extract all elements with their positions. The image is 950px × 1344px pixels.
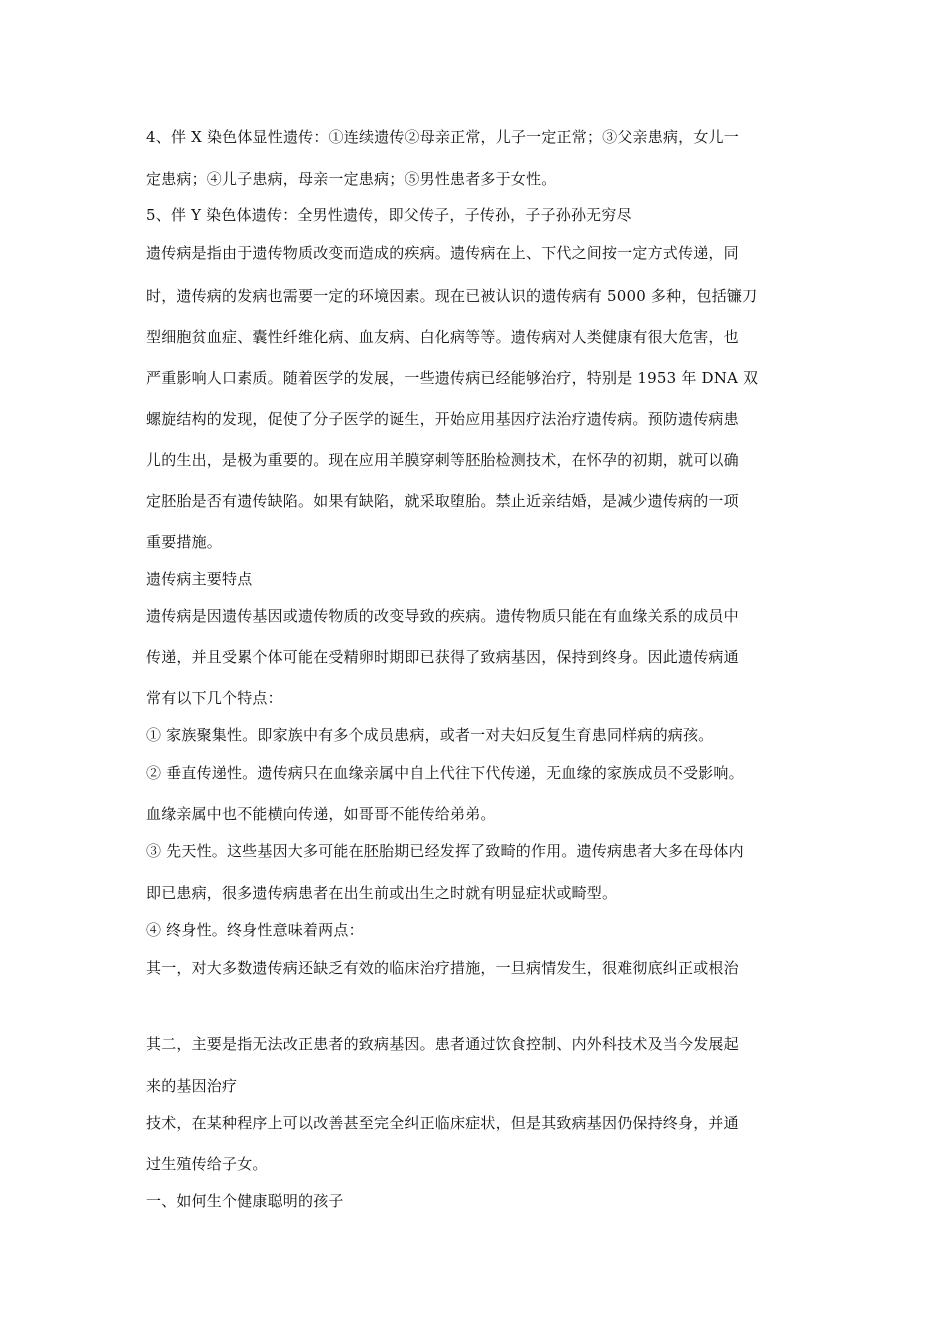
text-line: 常有以下几个特点：: [146, 689, 283, 707]
section-heading: 一、如何生个健康聪明的孩子: [146, 1192, 344, 1210]
text-line: ④ 终身性。终身性意味着两点：: [146, 921, 364, 939]
text-line: 儿的生出，是极为重要的。现在应用羊膜穿刺等胚胎检测技术，在怀孕的初期，就可以确: [146, 451, 739, 469]
text-line: 严重影响人口素质。随着医学的发展，一些遗传病已经能够治疗，特别是 1953 年 DNA 双: [146, 369, 759, 387]
text-line: ③ 先天性。这些基因大多可能在胚胎期已经发挥了致畸的作用。遗传病患者大多在母体内: [146, 842, 744, 860]
section-heading: 遗传病主要特点: [146, 570, 253, 588]
text-line: 传递，并且受累个体可能在受精卵时期即已获得了致病基因，保持到终身。因此遗传病通: [146, 648, 739, 666]
text-line: 型细胞贫血症、囊性纤维化病、血友病、白化病等等。遗传病对人类健康有很大危害，也: [146, 328, 739, 346]
text-line: 4、伴 X 染色体显性遗传：①连续遗传②母亲正常，儿子一定正常；③父亲患病，女儿一: [146, 128, 739, 146]
text-line: 定胚胎是否有遗传缺陷。如果有缺陷，就采取堕胎。禁止近亲结婚，是减少遗传病的一项: [146, 492, 739, 510]
text-line: 螺旋结构的发现，促使了分子医学的诞生，开始应用基因疗法治疗遗传病。预防遗传病患: [146, 410, 739, 428]
text-line: 技术，在某种程序上可以改善甚至完全纠正临床症状，但是其致病基因仍保持终身，并通: [146, 1114, 739, 1132]
text-line: 5、伴 Y 染色体遗传：全男性遗传，即父传子，子传孙，子子孙孙无穷尽: [146, 206, 632, 224]
text-line: 重要措施。: [146, 533, 223, 551]
text-line: ② 垂直传递性。遗传病只在血缘亲属中自上代往下代传递，无血缘的家族成员不受影响。: [146, 764, 744, 782]
text-line: 过生殖传给子女。: [146, 1155, 268, 1173]
text-line: 遗传病是因遗传基因或遗传物质的改变导致的疾病。遗传物质只能在有血缘关系的成员中: [146, 607, 739, 625]
text-line: ① 家族聚集性。即家族中有多个成员患病，或者一对夫妇反复生育患同样病的病孩。: [146, 726, 714, 744]
text-line: 来的基因治疗: [146, 1077, 238, 1095]
text-line: 其一，对大多数遗传病还缺乏有效的临床治疗措施，一旦病情发生，很难彻底纠正或根治: [146, 959, 739, 977]
text-line: 其二，主要是指无法改正患者的致病基因。患者通过饮食控制、内外科技术及当今发展起: [146, 1035, 739, 1053]
text-line: 遗传病是指由于遗传物质改变而造成的疾病。遗传病在上、下代之间按一定方式传递，同: [146, 244, 739, 262]
text-line: 定患病；④儿子患病，母亲一定患病；⑤男性患者多于女性。: [146, 170, 557, 188]
text-line: 时，遗传病的发病也需要一定的环境因素。现在已被认识的遗传病有 5000 多种，包括镰刀: [146, 287, 758, 305]
text-line: 即已患病，很多遗传病患者在出生前或出生之时就有明显症状或畸型。: [146, 884, 618, 902]
text-line: 血缘亲属中也不能横向传递，如哥哥不能传给弟弟。: [146, 805, 496, 823]
